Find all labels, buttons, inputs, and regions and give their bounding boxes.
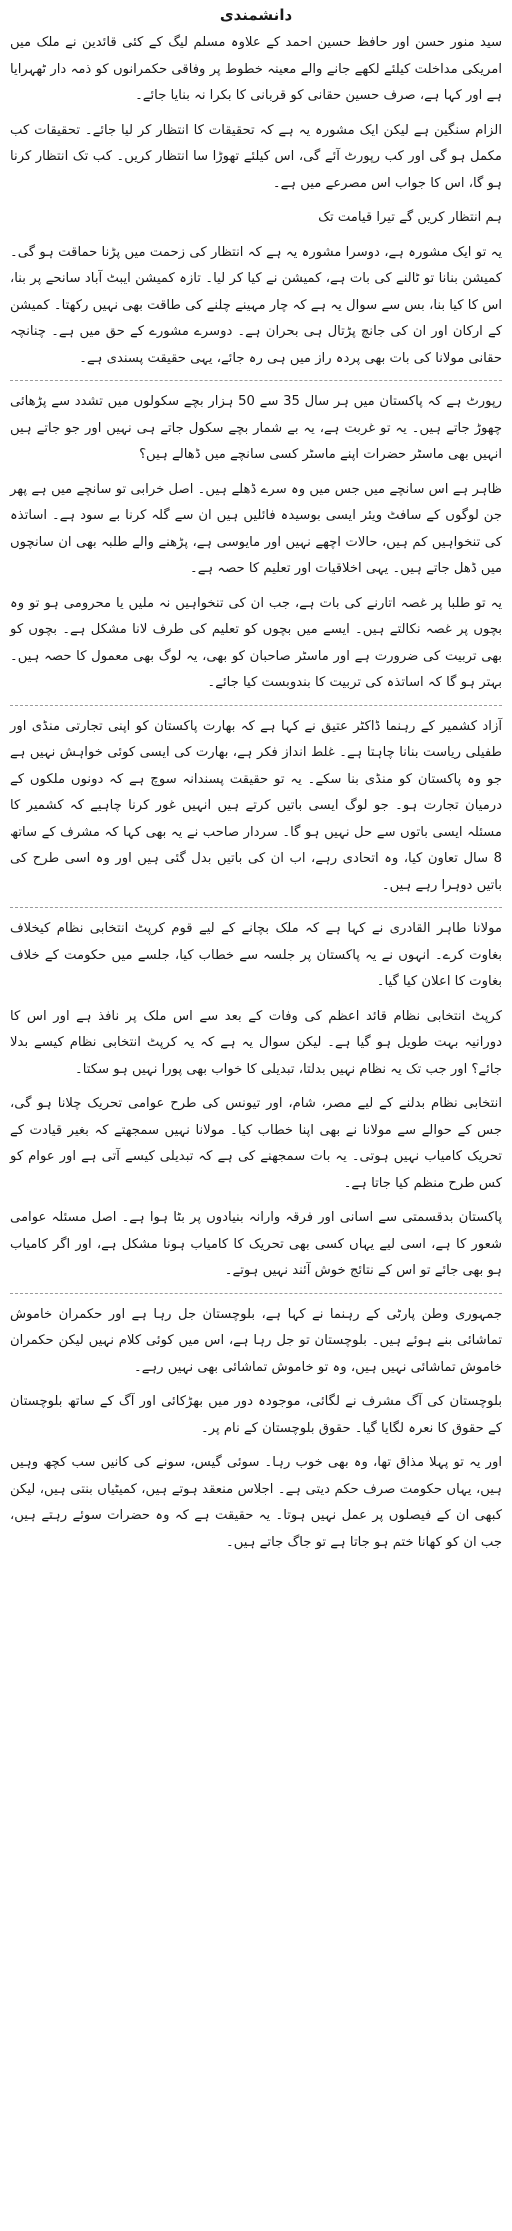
paragraph: یہ تو ایک مشورہ ہے، دوسرا مشورہ یہ ہے کہ انتظار کی زحمت میں پڑنا حماقت ہو گی۔ کمیشن بنانا تو ٹالنے کی بات ہے، کمیشن نے کیا کر لیا۔ تازہ کمیشن ایبٹ آباد سانحے پر بنا، اس کا کیا بنا، بس سے سوال یہ ہے کہ چار مہینے چلنے کی طاقت بھی نہیں رکھتا۔ کمیشن کے ارکان اور ان کی جانچ پڑتال ہی بحران ہے۔ دوسرے مشورے کے حق میں ہے۔ چنانچہ حقانی مولانا کی بات بھی پردہ راز میں ہی رہ جائے، یہی حقیقت پسندی ہے۔ xyxy=(10,244,502,366)
paragraph: اور یہ تو پہلا مذاق تھا، وہ بھی خوب رہا۔ سوئی گیس، سونے کی کانیں سب کچھ وہیں ہیں، یہاں حکومت صرف حکم دیتی ہے۔ اجلاس منعقد ہوتے ہیں، کمیٹیاں بنتی ہیں، لیکن کبھی ان کے فیصلوں پر عمل نہیں ہوتا۔ یہ حقیقت ہے کہ وہ حضرات سوئے رہتے ہیں، جب ان کو کھانا ختم ہو جاتا ہے تو جاگ جاتے ہیں۔ xyxy=(10,1455,502,1550)
paragraph: رپورٹ ہے کہ پاکستان میں ہر سال 35 سے 50 ہزار بچے سکولوں میں تشدد سے پڑھائی چھوڑ جاتے ہیں۔ یہ تو غربت ہے، یہ بے شمار بچے سکول جاتے ہی نہیں اور جو جاتے ہیں انہیں بھی ماسٹر حضرات اپنے ماسٹر کسی سانچے میں ڈھالے ہیں؟ xyxy=(10,394,502,462)
paragraph: سید منور حسن اور حافظ حسین احمد کے علاوہ مسلم لیگ کے کئی قائدین نے ملک میں امریکی مداخلت کیلئے لکھے جانے والے معینہ خطوط پر وفاقی حکمرانوں کو ذمہ دار ٹھہرایا ہے اور کہا ہے، صرف حسین حقانی کو قربانی کا بکرا نہ بنایا جائے۔ xyxy=(10,35,502,103)
paragraph: یہ تو طلبا پر غصہ اتارنے کی بات ہے، جب ان کی تنخواہیں نہ ملیں یا محرومی ہو تو وہ بچوں پر غصہ نکالتے ہیں۔ ایسے میں بچوں کو تعلیم کی طرف لانا مشکل ہے۔ بچوں کو بھی تربیت کی ضرورت ہے اور ماسٹر صاحبان کو بھی، یہ لوگ بھی معمول کا حصہ ہیں۔ بہتر ہو گا کہ اساتذہ کی تربیت کا بندوبست کیا جائے۔ xyxy=(10,595,502,690)
paragraph: ظاہر ہے اس سانچے میں جس میں وہ سرے ڈھلے ہیں۔ اصل خرابی تو سانچے میں ہے پھر جن لوگوں کے سافٹ ویئر ایسی بوسیدہ فائلیں ہیں ان سے گلہ کرنا بے سود ہے۔ اساتذہ کی تنخواہیں کم ہیں، حالات اچھے نہیں اور مایوسی ہے، پڑھنے والے طلبہ بھی ان سانچوں میں ڈھل جاتے ہیں۔ یہی اخلاقیات اور تعلیم کا حصہ ہے۔ xyxy=(10,481,502,576)
paragraph: پاکستان بدقسمتی سے اسانی اور فرقہ وارانہ بنیادوں پر بٹا ہوا ہے۔ اصل مسئلہ عوامی شعور کا ہے، اسی لیے یہاں کسی بھی تحریک کا کامیاب ہونا مشکل ہے، اور اگر کامیاب ہو بھی جائے تو اس کے نتائج خوش آئند نہیں ہوتے۔ xyxy=(10,1210,502,1278)
column-section xyxy=(10,916,502,1285)
paragraph: مولانا طاہر القادری نے کہا ہے کہ ملک بچانے کے لیے قوم کرپٹ انتخابی نظام کیخلاف بغاوت کرے۔ انہوں نے یہ پاکستان پر جلسہ سے خطاب کیا، جلسے میں حکومت کے خلاف بغاوت کا اعلان کیا گیا۔ xyxy=(10,921,502,989)
column-section xyxy=(10,1302,502,1557)
paragraph: کرپٹ انتخابی نظام قائد اعظم کی وفات کے بعد سے اس ملک پر نافذ ہے اور اس کا دورانیہ بہت طویل ہو گیا ہے۔ لیکن سوال یہ ہے کہ یہ کرپٹ انتخابی نظام کیسے بدلا جائے؟ اور جب تک یہ نظام نہیں بدلتا، تبدیلی کا خواب بھی پورا نہیں ہو سکتا۔ xyxy=(10,1008,502,1077)
column-section xyxy=(10,389,502,697)
paragraph: بلوچستان کی آگ مشرف نے لگائی، موجودہ دور میں بھڑکائی اور آگ کے ساتھ بلوچستان کے حقوق کا نعرہ لگایا گیا۔ حقوق بلوچستان کے نام پر۔ xyxy=(10,1394,502,1436)
paragraph: آزاد کشمیر کے رہنما ڈاکٹر عتیق نے کہا ہے کہ بھارت پاکستان کو اپنی تجارتی منڈی اور طفیلی ریاست بنانا چاہتا ہے۔ غلط انداز فکر ہے، بھارت کی ایسی کوئی خواہش نہیں ہے جو وہ پاکستان کو منڈی بنا سکے۔ یہ تو حقیقت پسندانہ سوچ ہے کہ دونوں ملکوں کے درمیان تجارت ہو۔ جو لوگ ایسی باتیں کرتے ہیں انہیں غور کرنا چاہیے کہ کشمیر کا مسئلہ ایسی باتوں سے حل نہیں ہو گا۔ سردار صاحب نے یہ بھی کہا کہ مشرف کے ساتھ 8 سال تعاون کیا، وہ اتحادی رہے، اب ان کی باتیں بدل گئی ہیں اور وہ اسی طرح کی باتیں دوہرا رہے ہیں۔ xyxy=(10,718,502,893)
section-divider xyxy=(10,705,502,706)
paragraph: انتخابی نظام بدلنے کے لیے مصر، شام، اور تیونس کی طرح عوامی تحریک چلانا ہو گی، جس کے حوالے سے مولانا نے بھی اپنا خطاب کیا۔ مولانا نہیں سمجھتے کہ بغیر قیادت کے تحریک کامیاب نہیں ہوتی۔ یہ بات سمجھنے کی ہے کہ تبدیلی کیسے آتی ہے اور عوام کو کس طرح منظم کیا جاتا ہے۔ xyxy=(10,1096,502,1191)
column-section xyxy=(10,714,502,900)
paragraph: جمہوری وطن پارٹی کے رہنما نے کہا ہے، بلوچستان جل رہا ہے اور حکمران خاموش تماشائی بنے ہوئے ہیں۔ بلوچستان تو جل رہا ہے، اس میں کوئی کلام نہیں لیکن حکمران خاموش تماشائی نہیں ہیں، وہ تو خاموش تماشائی بھی نہیں رہے۔ xyxy=(10,1306,502,1375)
section-divider xyxy=(10,380,502,381)
paragraph: ہم انتظار کریں گے تیرا قیامت تک xyxy=(318,210,502,225)
column-title: دانشمندی xyxy=(219,6,293,24)
column-section xyxy=(10,30,502,372)
column-body xyxy=(10,30,502,1556)
paragraph: الزام سنگین ہے لیکن ایک مشورہ یہ ہے کہ تحقیقات کا انتظار کر لیا جائے۔ تحقیقات کب مکمل ہو گی اور کب رپورٹ آئے گی، اس کیلئے تھوڑا سا انتظار کریں۔ کب تک انتظار کرنا ہو گا، اس کا جواب اس مصرعے میں ہے۔ xyxy=(10,122,502,191)
section-divider xyxy=(10,1293,502,1294)
section-divider xyxy=(10,907,502,908)
